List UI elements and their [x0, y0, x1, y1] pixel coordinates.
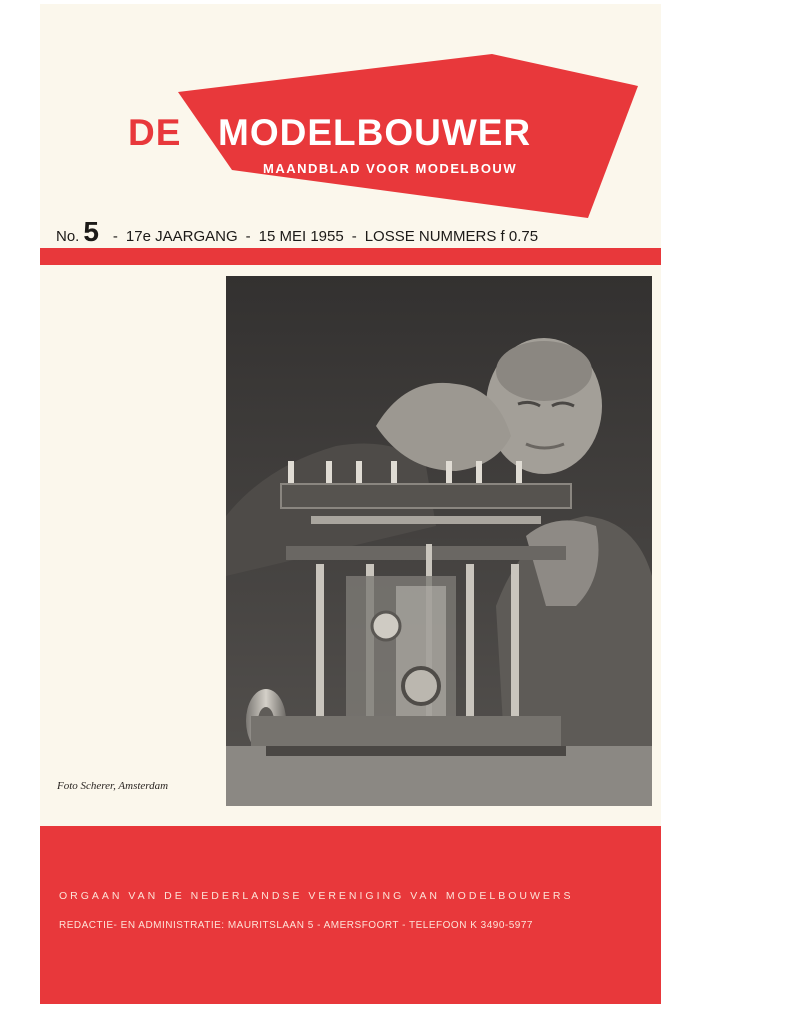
footer-organization: ORGAAN VAN DE NEDERLANDSE VERENIGING VAN MODELBOUWERS — [59, 890, 574, 902]
issue-date: 15 MEI 1955 — [258, 228, 344, 245]
separator: - — [112, 228, 118, 245]
separator: - — [245, 228, 251, 245]
magazine-cover — [40, 4, 661, 1004]
issue-price: LOSSE NUMMERS f 0.75 — [364, 228, 539, 245]
footer-block — [40, 826, 661, 1004]
photo-credit: Foto Scherer, Amsterdam — [57, 780, 169, 792]
separator: - — [351, 228, 357, 245]
issue-no-label: No. — [56, 228, 80, 245]
issue-number: 5 — [83, 216, 99, 247]
red-divider-bar — [40, 248, 661, 265]
title-prefix: DE — [128, 112, 182, 153]
footer-address: REDACTIE- EN ADMINISTRATIE: MAURITSLAAN 5 - AMERSFOORT - TELEFOON K 3490-5977 — [59, 920, 533, 931]
magazine-title: MODELBOUWER — [218, 112, 532, 153]
cover-photo — [226, 276, 652, 806]
issue-info — [56, 216, 538, 248]
magazine-subtitle: MAANDBLAD VOOR MODELBOUW — [263, 161, 518, 176]
steam-engine-model-illustration — [226, 276, 652, 806]
issue-volume: 17e JAARGANG — [125, 228, 238, 245]
